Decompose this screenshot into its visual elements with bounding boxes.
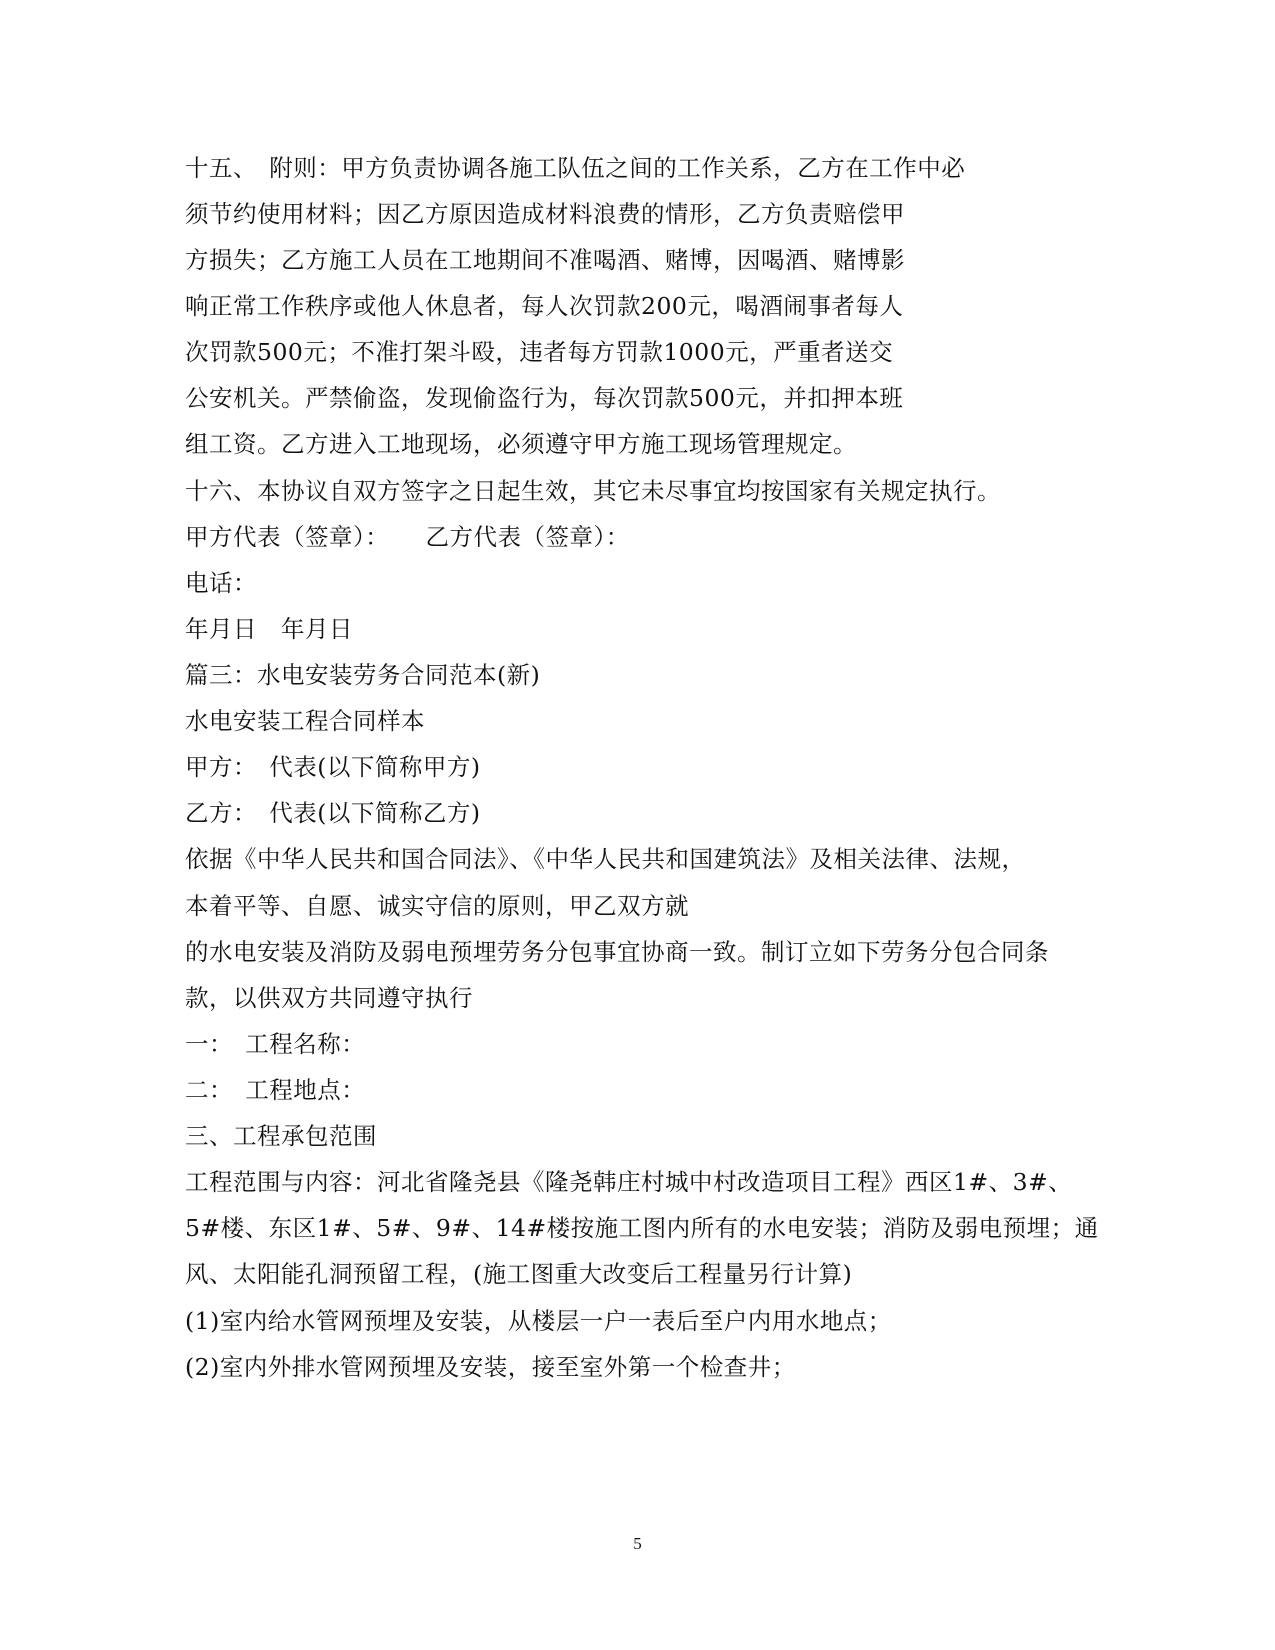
text-line: 依据《中华人民共和国合同法》、《中华人民共和国建筑法》及相关法律、法规， [185,845,1026,873]
signature-line: 甲方代表（签章）： 乙方代表（签章）： [185,523,630,551]
text-line: 公安机关。严禁偷盗，发现偷盗行为，每次罚款500元，并扣押本班 [185,384,904,412]
contract-title: 水电安装工程合同样本 [185,707,425,735]
text-line: 须节约使用材料；因乙方原因造成材料浪费的情形，乙方负责赔偿甲 [185,200,905,228]
text-line: 十六、本协议自双方签字之日起生效，其它未尽事宜均按国家有关规定执行。 [185,477,1001,505]
phone-line: 电话： [185,569,257,597]
text-line: 方损失；乙方施工人员在工地期间不准喝酒、赌博，因喝酒、赌博影 [185,246,905,274]
list-item: (2)室内外排水管网预埋及安装，接至室外第一个检查井； [185,1353,796,1381]
list-item: (1)室内给水管网预埋及安装，从楼层一户一表后至户内用水地点； [185,1307,892,1335]
text-line: 次罚款500元；不准打架斗殴，违者每方罚款1000元，严重者送交 [185,338,894,366]
text-line: 款，以供双方共同遵守执行 [185,984,473,1012]
section-heading: 篇三：水电安装劳务合同范本(新) [185,661,541,689]
text-line: 的水电安装及消防及弱电预埋劳务分包事宜协商一致。制订立如下劳务分包合同条 [185,938,1049,966]
page-number: 5 [633,1534,642,1553]
party-a-line: 甲方： 代表(以下简称甲方) [185,753,481,781]
text-line: 本着平等、自愿、诚实守信的原则，甲乙双方就 [185,892,689,920]
text-line: 风、太阳能孔洞预留工程，(施工图重大改变后工程量另行计算) [185,1260,853,1288]
clause-line: 一： 工程名称： [185,1030,366,1058]
clause-line: 三、工程承包范围 [185,1122,377,1150]
date-line: 年月日 年月日 [185,615,353,643]
text-line: 工程范围与内容：河北省隆尧县《隆尧韩庄村城中村改造项目工程》西区1#、3#、 [185,1168,1073,1196]
text-line: 组工资。乙方进入工地现场，必须遵守甲方施工现场管理规定。 [185,430,857,458]
party-b-line: 乙方： 代表(以下简称乙方) [185,799,481,827]
text-line: 5#楼、东区1#、5#、9#、14#楼按施工图内所有的水电安装；消防及弱电预埋；通 [185,1214,1099,1242]
text-line: 响正常工作秩序或他人休息者，每人次罚款200元，喝酒闹事者每人 [185,292,904,320]
text-line: 十五、 附则：甲方负责协调各施工队伍之间的工作关系，乙方在工作中必 [185,154,966,182]
clause-line: 二： 工程地点： [185,1076,366,1104]
